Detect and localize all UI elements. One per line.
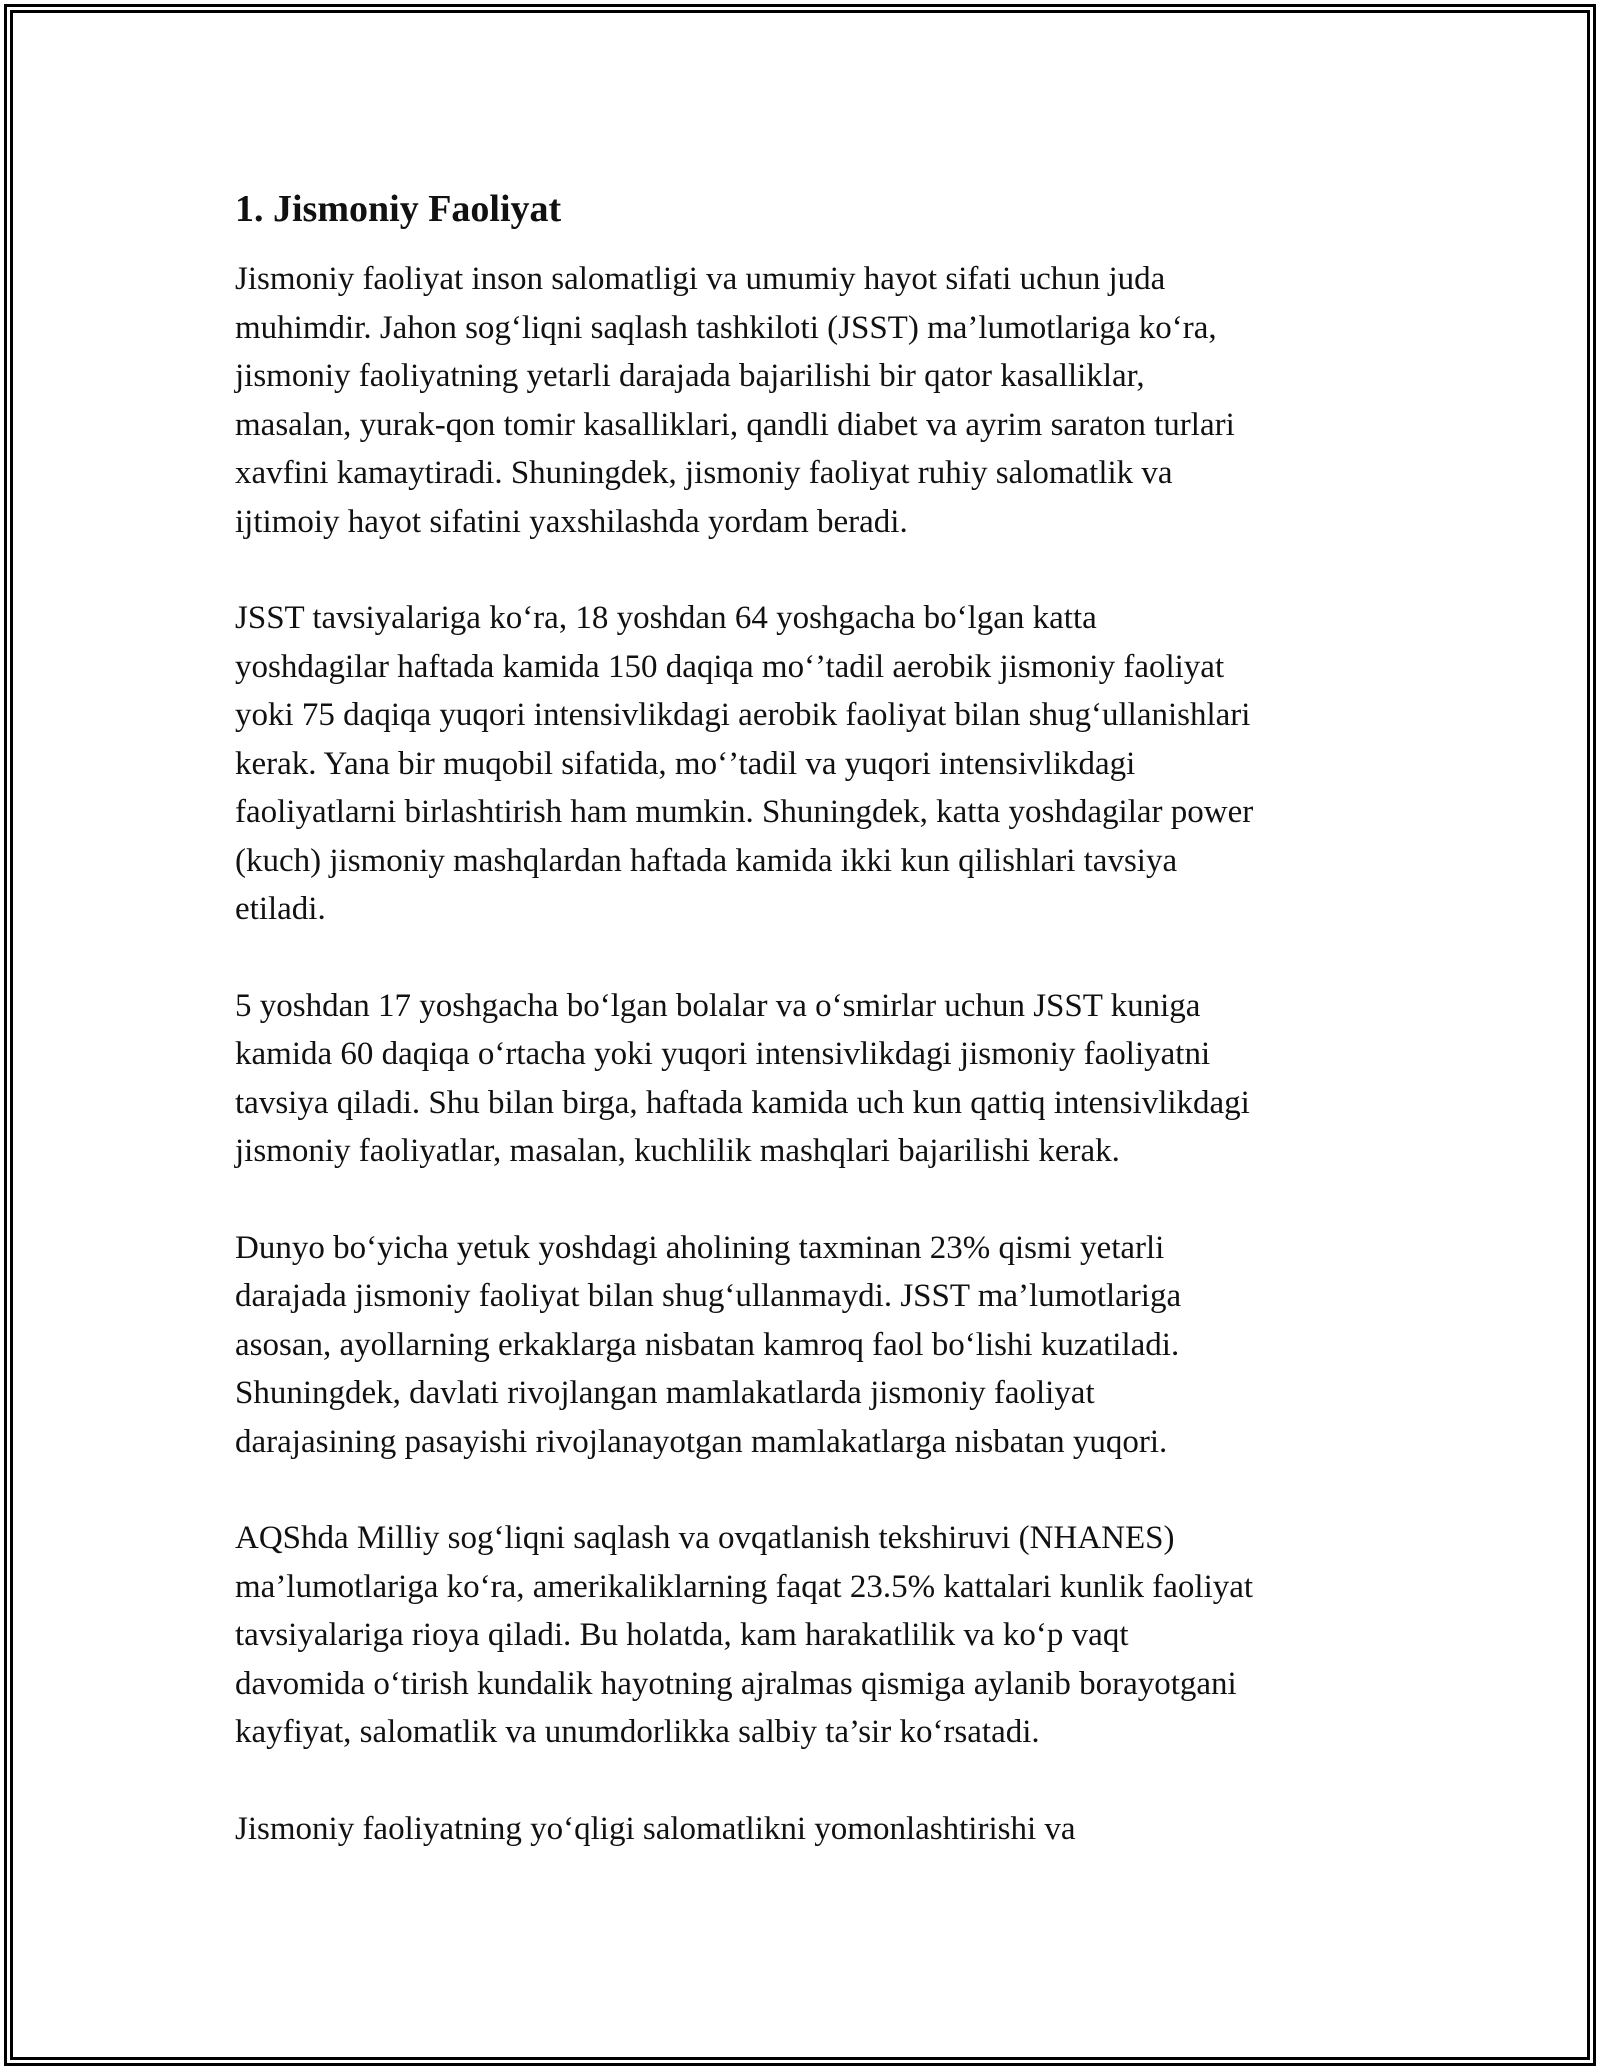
- text-line: kayfiyat, salomatlik va unumdorlikka salbiy ta’sir ko‘rsatadi.: [235, 1714, 1040, 1750]
- text-line: Jismoniy faoliyatning yo‘qligi salomatlikni yomonlashtirishi va: [235, 1810, 1076, 1847]
- text-line: tavsiyalariga rioya qiladi. Bu holatda, kam harakatlilik va ko‘p vaqt: [235, 1617, 1129, 1653]
- text-line: Dunyo bo‘yicha yetuk yoshdagi aholining taxminan 23% qismi yetarli: [235, 1229, 1165, 1266]
- text-line: kamida 60 daqiqa o‘rtacha yoki yuqori intensivlikdagi jismoniy faoliyatni: [235, 1036, 1211, 1072]
- text-line: asosan, ayollarning erkaklarga nisbatan kamroq faol bo‘lishi kuzatiladi.: [235, 1326, 1180, 1363]
- text-line: davomida o‘tirish kundalik hayotning ajralmas qismiga aylanib borayotgani: [235, 1665, 1237, 1702]
- text-line: xavfini kamaytiradi. Shuningdek, jismoniy faoliyat ruhiy salomatlik va: [235, 455, 1173, 491]
- text-line: faoliyatlarni birlashtirish ham mumkin. Shuningdek, katta yoshdagilar power: [235, 794, 1254, 830]
- text-line: ma’lumotlariga ko‘ra, amerikaliklarning faqat 23.5% kattalari kunlik faoliyat: [235, 1568, 1254, 1605]
- text-line: AQShda Milliy sog‘liqni saqlash va ovqatlanish tekshiruvi (NHANES): [235, 1520, 1175, 1556]
- text-line: JSST tavsiyalariga ko‘ra, 18 yoshdan 64 yoshgacha bo‘lgan katta: [235, 600, 1097, 636]
- paragraph: [235, 1514, 1370, 1757]
- text-line: 5 yoshdan 17 yoshgacha bo‘lgan bolalar va o‘smirlar uchun JSST kuniga: [235, 987, 1201, 1024]
- document-body: [235, 185, 1370, 1901]
- text-line: etiladi.: [235, 891, 326, 927]
- paragraph: [235, 594, 1370, 934]
- text-line: tavsiya qiladi. Shu bilan birga, haftada kamida uch kun qattiq intensivlikdagi: [235, 1084, 1250, 1121]
- text-line: kerak. Yana bir muqobil sifatida, mo‘’tadil va yuqori intensivlikdagi: [235, 745, 1136, 782]
- text-line: jismoniy faoliyatlar, masalan, kuchlilik mashqlari bajarilishi kerak.: [235, 1133, 1120, 1169]
- text-line: darajada jismoniy faoliyat bilan shug‘ullanmaydi. JSST ma’lumotlariga: [235, 1278, 1182, 1314]
- paragraph: [235, 1224, 1370, 1467]
- text-line: Jismoniy faoliyat inson salomatligi va umumiy hayot sifati uchun juda: [235, 261, 1166, 297]
- paragraph-container: [235, 255, 1370, 1853]
- section-heading: 1. Jismoniy Faoliyat: [235, 188, 562, 230]
- text-line: Shuningdek, davlati rivojlangan mamlakatlarda jismoniy faoliyat: [235, 1375, 1095, 1411]
- text-line: yoki 75 daqiqa yuqori intensivlikdagi aerobik faoliyat bilan shug‘ullanishlari: [235, 697, 1251, 733]
- text-line: yoshdagilar haftada kamida 150 daqiqa mo‘’tadil aerobik jismoniy faoliyat: [235, 648, 1225, 685]
- text-line: jismoniy faoliyatning yetarli darajada bajarilishi bir qator kasalliklar,: [235, 358, 1145, 394]
- text-line: ijtimoiy hayot sifatini yaxshilashda yordam beradi.: [235, 503, 908, 540]
- text-line: masalan, yurak-qon tomir kasalliklari, qandli diabet va ayrim saraton turlari: [235, 406, 1235, 443]
- text-line: muhimdir. Jahon sog‘liqni saqlash tashkiloti (JSST) ma’lumotlariga ko‘ra,: [235, 309, 1217, 346]
- paragraph: [235, 982, 1370, 1176]
- paragraph: [235, 1805, 1370, 1854]
- text-line: darajasining pasayishi rivojlanayotgan mamlakatlarga nisbatan yuqori.: [235, 1423, 1168, 1460]
- text-line: (kuch) jismoniy mashqlardan haftada kamida ikki kun qilishlari tavsiya: [235, 842, 1178, 879]
- paragraph: [235, 255, 1370, 546]
